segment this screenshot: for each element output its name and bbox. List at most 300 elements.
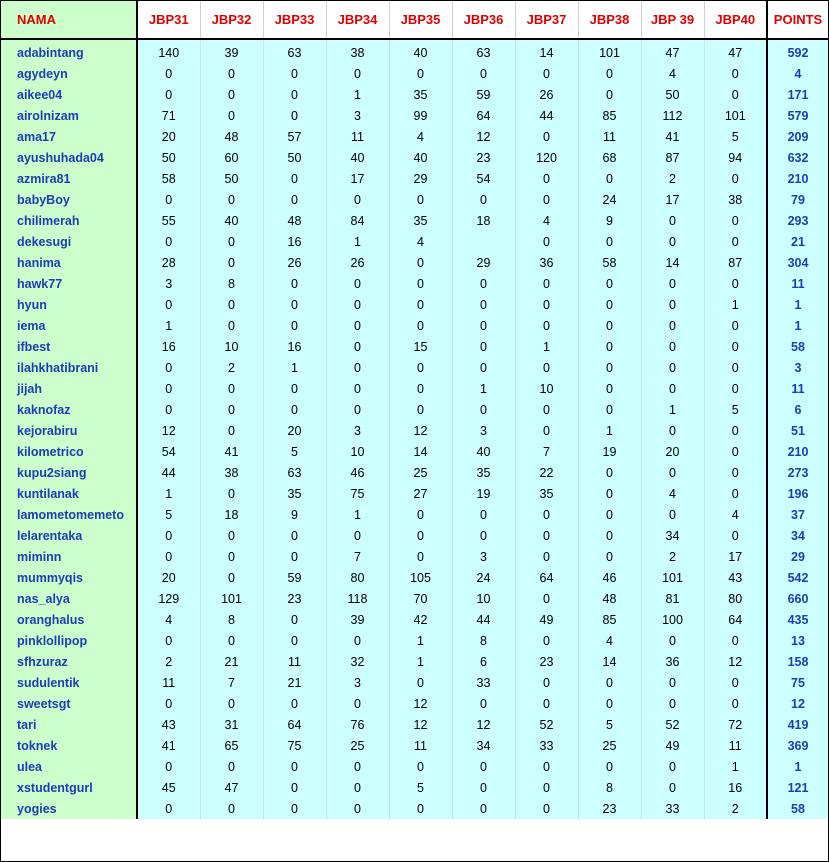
score-cell[interactable]: 36: [641, 651, 704, 672]
score-cell[interactable]: 0: [641, 273, 704, 294]
points-cell[interactable]: 121: [767, 777, 829, 798]
score-cell[interactable]: 24: [452, 567, 515, 588]
score-cell[interactable]: 23: [515, 651, 578, 672]
score-cell[interactable]: 105: [389, 567, 452, 588]
score-cell[interactable]: 0: [641, 294, 704, 315]
points-cell[interactable]: 210: [767, 168, 829, 189]
score-cell[interactable]: 0: [704, 525, 767, 546]
score-cell[interactable]: 0: [137, 378, 200, 399]
score-cell[interactable]: 17: [641, 189, 704, 210]
score-cell[interactable]: 2: [704, 798, 767, 819]
score-cell[interactable]: 0: [641, 630, 704, 651]
score-cell[interactable]: 0: [641, 378, 704, 399]
score-cell[interactable]: 0: [515, 168, 578, 189]
score-cell[interactable]: 5: [389, 777, 452, 798]
score-cell[interactable]: 101: [641, 567, 704, 588]
score-cell[interactable]: 49: [515, 609, 578, 630]
points-cell[interactable]: 632: [767, 147, 829, 168]
score-cell[interactable]: 44: [515, 105, 578, 126]
player-name-cell[interactable]: nas_alya: [0, 588, 137, 609]
points-cell[interactable]: 209: [767, 126, 829, 147]
score-cell[interactable]: [452, 231, 515, 252]
player-name-cell[interactable]: lamometomemeto: [0, 504, 137, 525]
score-cell[interactable]: 0: [326, 315, 389, 336]
score-cell[interactable]: 0: [452, 189, 515, 210]
score-cell[interactable]: 0: [641, 336, 704, 357]
score-cell[interactable]: 38: [326, 39, 389, 63]
score-cell[interactable]: 14: [389, 441, 452, 462]
score-cell[interactable]: 0: [263, 609, 326, 630]
points-cell[interactable]: 1: [767, 294, 829, 315]
score-cell[interactable]: 26: [263, 252, 326, 273]
score-cell[interactable]: 50: [263, 147, 326, 168]
score-cell[interactable]: 0: [137, 756, 200, 777]
score-cell[interactable]: 58: [137, 168, 200, 189]
score-cell[interactable]: 45: [137, 777, 200, 798]
score-cell[interactable]: 75: [263, 735, 326, 756]
column-header[interactable]: JBP38: [578, 0, 641, 39]
player-name-cell[interactable]: azmira81: [0, 168, 137, 189]
score-cell[interactable]: 100: [641, 609, 704, 630]
score-cell[interactable]: 1: [641, 399, 704, 420]
score-cell[interactable]: 0: [326, 693, 389, 714]
score-cell[interactable]: 29: [452, 252, 515, 273]
score-cell[interactable]: 0: [200, 546, 263, 567]
score-cell[interactable]: 0: [389, 63, 452, 84]
score-cell[interactable]: 0: [137, 63, 200, 84]
score-cell[interactable]: 20: [137, 567, 200, 588]
column-header[interactable]: JBP32: [200, 0, 263, 39]
score-cell[interactable]: 120: [515, 147, 578, 168]
score-cell[interactable]: 0: [704, 630, 767, 651]
score-cell[interactable]: 1: [326, 504, 389, 525]
score-cell[interactable]: 1: [389, 630, 452, 651]
player-name-cell[interactable]: pinklollipop: [0, 630, 137, 651]
score-cell[interactable]: 0: [263, 777, 326, 798]
score-cell[interactable]: 0: [515, 273, 578, 294]
points-cell[interactable]: 293: [767, 210, 829, 231]
score-cell[interactable]: 4: [389, 231, 452, 252]
score-cell[interactable]: 0: [704, 357, 767, 378]
score-cell[interactable]: 0: [704, 672, 767, 693]
score-cell[interactable]: 11: [704, 735, 767, 756]
score-cell[interactable]: 12: [389, 420, 452, 441]
score-cell[interactable]: 16: [263, 336, 326, 357]
column-header[interactable]: NAMA: [0, 0, 137, 39]
score-cell[interactable]: 31: [200, 714, 263, 735]
score-cell[interactable]: 0: [641, 777, 704, 798]
score-cell[interactable]: 0: [263, 693, 326, 714]
score-cell[interactable]: 0: [452, 399, 515, 420]
points-cell[interactable]: 579: [767, 105, 829, 126]
score-cell[interactable]: 0: [515, 693, 578, 714]
score-cell[interactable]: 65: [200, 735, 263, 756]
score-cell[interactable]: 44: [452, 609, 515, 630]
score-cell[interactable]: 0: [641, 672, 704, 693]
score-cell[interactable]: 11: [263, 651, 326, 672]
score-cell[interactable]: 41: [641, 126, 704, 147]
player-name-cell[interactable]: ayushuhada04: [0, 147, 137, 168]
score-cell[interactable]: 0: [200, 189, 263, 210]
score-cell[interactable]: 0: [389, 672, 452, 693]
score-cell[interactable]: 12: [452, 126, 515, 147]
score-cell[interactable]: 0: [641, 504, 704, 525]
score-cell[interactable]: 10: [200, 336, 263, 357]
score-cell[interactable]: 10: [326, 441, 389, 462]
score-cell[interactable]: 4: [704, 504, 767, 525]
score-cell[interactable]: 0: [578, 378, 641, 399]
score-cell[interactable]: 0: [515, 231, 578, 252]
score-cell[interactable]: 0: [326, 63, 389, 84]
score-cell[interactable]: 25: [389, 462, 452, 483]
score-cell[interactable]: 46: [326, 462, 389, 483]
score-cell[interactable]: 18: [200, 504, 263, 525]
points-cell[interactable]: 1: [767, 315, 829, 336]
player-name-cell[interactable]: kaknofaz: [0, 399, 137, 420]
score-cell[interactable]: 12: [452, 714, 515, 735]
score-cell[interactable]: 0: [452, 693, 515, 714]
score-cell[interactable]: 0: [704, 315, 767, 336]
score-cell[interactable]: 1: [389, 651, 452, 672]
score-cell[interactable]: 1: [137, 483, 200, 504]
score-cell[interactable]: 64: [515, 567, 578, 588]
score-cell[interactable]: 60: [200, 147, 263, 168]
score-cell[interactable]: 2: [641, 168, 704, 189]
score-cell[interactable]: 70: [389, 588, 452, 609]
score-cell[interactable]: 47: [641, 39, 704, 63]
score-cell[interactable]: 0: [326, 630, 389, 651]
score-cell[interactable]: 8: [452, 630, 515, 651]
score-cell[interactable]: 0: [200, 315, 263, 336]
points-cell[interactable]: 58: [767, 798, 829, 819]
score-cell[interactable]: 0: [200, 483, 263, 504]
score-cell[interactable]: 40: [326, 147, 389, 168]
score-cell[interactable]: 0: [578, 399, 641, 420]
score-cell[interactable]: 12: [389, 714, 452, 735]
score-cell[interactable]: 0: [263, 294, 326, 315]
player-name-cell[interactable]: sweetsgt: [0, 693, 137, 714]
score-cell[interactable]: 0: [200, 630, 263, 651]
score-cell[interactable]: 129: [137, 588, 200, 609]
score-cell[interactable]: 0: [515, 63, 578, 84]
score-cell[interactable]: 87: [641, 147, 704, 168]
score-cell[interactable]: 4: [515, 210, 578, 231]
score-cell[interactable]: 11: [137, 672, 200, 693]
score-cell[interactable]: 0: [200, 567, 263, 588]
score-cell[interactable]: 11: [578, 126, 641, 147]
points-cell[interactable]: 592: [767, 39, 829, 63]
score-cell[interactable]: 0: [704, 441, 767, 462]
score-cell[interactable]: 0: [515, 294, 578, 315]
score-cell[interactable]: 5: [137, 504, 200, 525]
score-cell[interactable]: 63: [263, 462, 326, 483]
score-cell[interactable]: 0: [641, 420, 704, 441]
score-cell[interactable]: 94: [704, 147, 767, 168]
score-cell[interactable]: 63: [263, 39, 326, 63]
score-cell[interactable]: 48: [263, 210, 326, 231]
score-cell[interactable]: 8: [200, 273, 263, 294]
score-cell[interactable]: 0: [137, 525, 200, 546]
player-name-cell[interactable]: iema: [0, 315, 137, 336]
score-cell[interactable]: 22: [515, 462, 578, 483]
score-cell[interactable]: 0: [515, 315, 578, 336]
score-cell[interactable]: 15: [389, 336, 452, 357]
score-cell[interactable]: 0: [578, 693, 641, 714]
score-cell[interactable]: 101: [200, 588, 263, 609]
score-cell[interactable]: 0: [200, 798, 263, 819]
score-cell[interactable]: 39: [200, 39, 263, 63]
score-cell[interactable]: 0: [137, 798, 200, 819]
score-cell[interactable]: 0: [200, 420, 263, 441]
score-cell[interactable]: 0: [263, 630, 326, 651]
score-cell[interactable]: 35: [263, 483, 326, 504]
player-name-cell[interactable]: kuntilanak: [0, 483, 137, 504]
score-cell[interactable]: 0: [515, 525, 578, 546]
score-cell[interactable]: 1: [704, 756, 767, 777]
score-cell[interactable]: 0: [641, 756, 704, 777]
score-cell[interactable]: 0: [578, 273, 641, 294]
points-cell[interactable]: 304: [767, 252, 829, 273]
score-cell[interactable]: 0: [200, 105, 263, 126]
score-cell[interactable]: 5: [704, 126, 767, 147]
score-cell[interactable]: 57: [263, 126, 326, 147]
score-cell[interactable]: 0: [389, 273, 452, 294]
score-cell[interactable]: 0: [452, 525, 515, 546]
score-cell[interactable]: 0: [452, 63, 515, 84]
score-cell[interactable]: 33: [452, 672, 515, 693]
score-cell[interactable]: 14: [641, 252, 704, 273]
column-header[interactable]: JBP31: [137, 0, 200, 39]
score-cell[interactable]: 64: [704, 609, 767, 630]
column-header[interactable]: POINTS: [767, 0, 829, 39]
score-cell[interactable]: 14: [578, 651, 641, 672]
score-cell[interactable]: 38: [704, 189, 767, 210]
player-name-cell[interactable]: dekesugi: [0, 231, 137, 252]
score-cell[interactable]: 20: [137, 126, 200, 147]
score-cell[interactable]: 46: [578, 567, 641, 588]
score-cell[interactable]: 80: [326, 567, 389, 588]
score-cell[interactable]: 11: [326, 126, 389, 147]
score-cell[interactable]: 20: [263, 420, 326, 441]
player-name-cell[interactable]: airolnizam: [0, 105, 137, 126]
score-cell[interactable]: 0: [641, 210, 704, 231]
points-cell[interactable]: 435: [767, 609, 829, 630]
player-name-cell[interactable]: lelarentaka: [0, 525, 137, 546]
score-cell[interactable]: 47: [200, 777, 263, 798]
score-cell[interactable]: 0: [641, 462, 704, 483]
score-cell[interactable]: 59: [452, 84, 515, 105]
points-cell[interactable]: 13: [767, 630, 829, 651]
score-cell[interactable]: 0: [515, 399, 578, 420]
score-cell[interactable]: 0: [704, 273, 767, 294]
score-cell[interactable]: 0: [326, 357, 389, 378]
score-cell[interactable]: 5: [578, 714, 641, 735]
score-cell[interactable]: 76: [326, 714, 389, 735]
score-cell[interactable]: 8: [578, 777, 641, 798]
score-cell[interactable]: 32: [326, 651, 389, 672]
score-cell[interactable]: 0: [263, 378, 326, 399]
points-cell[interactable]: 12: [767, 693, 829, 714]
points-cell[interactable]: 273: [767, 462, 829, 483]
score-cell[interactable]: 48: [200, 126, 263, 147]
score-cell[interactable]: 5: [704, 399, 767, 420]
column-header[interactable]: JBP 39: [641, 0, 704, 39]
player-name-cell[interactable]: adabintang: [0, 39, 137, 63]
score-cell[interactable]: 0: [578, 462, 641, 483]
score-cell[interactable]: 1: [137, 315, 200, 336]
score-cell[interactable]: 19: [452, 483, 515, 504]
score-cell[interactable]: 3: [452, 420, 515, 441]
score-cell[interactable]: 0: [452, 798, 515, 819]
score-cell[interactable]: 23: [263, 588, 326, 609]
score-cell[interactable]: 0: [515, 630, 578, 651]
score-cell[interactable]: 0: [263, 273, 326, 294]
points-cell[interactable]: 34: [767, 525, 829, 546]
score-cell[interactable]: 0: [326, 777, 389, 798]
score-cell[interactable]: 41: [200, 441, 263, 462]
score-cell[interactable]: 0: [704, 63, 767, 84]
score-cell[interactable]: 18: [452, 210, 515, 231]
score-cell[interactable]: 0: [326, 798, 389, 819]
score-cell[interactable]: 85: [578, 105, 641, 126]
score-cell[interactable]: 0: [200, 84, 263, 105]
score-cell[interactable]: 64: [452, 105, 515, 126]
points-cell[interactable]: 660: [767, 588, 829, 609]
points-cell[interactable]: 4: [767, 63, 829, 84]
score-cell[interactable]: 0: [326, 273, 389, 294]
score-cell[interactable]: 0: [578, 672, 641, 693]
score-cell[interactable]: 50: [137, 147, 200, 168]
score-cell[interactable]: 0: [641, 693, 704, 714]
score-cell[interactable]: 36: [515, 252, 578, 273]
score-cell[interactable]: 0: [578, 504, 641, 525]
score-cell[interactable]: 0: [515, 588, 578, 609]
points-cell[interactable]: 21: [767, 231, 829, 252]
score-cell[interactable]: 7: [200, 672, 263, 693]
score-cell[interactable]: 16: [704, 777, 767, 798]
score-cell[interactable]: 0: [137, 231, 200, 252]
player-name-cell[interactable]: aikee04: [0, 84, 137, 105]
score-cell[interactable]: 0: [200, 399, 263, 420]
score-cell[interactable]: 11: [389, 735, 452, 756]
score-cell[interactable]: 64: [263, 714, 326, 735]
points-cell[interactable]: 210: [767, 441, 829, 462]
score-cell[interactable]: 68: [578, 147, 641, 168]
score-cell[interactable]: 0: [704, 378, 767, 399]
score-cell[interactable]: 25: [326, 735, 389, 756]
score-cell[interactable]: 0: [263, 756, 326, 777]
score-cell[interactable]: 84: [326, 210, 389, 231]
score-cell[interactable]: 40: [200, 210, 263, 231]
score-cell[interactable]: 49: [641, 735, 704, 756]
column-header[interactable]: JBP35: [389, 0, 452, 39]
player-name-cell[interactable]: ulea: [0, 756, 137, 777]
score-cell[interactable]: 0: [578, 357, 641, 378]
score-cell[interactable]: 12: [389, 693, 452, 714]
column-header[interactable]: JBP37: [515, 0, 578, 39]
score-cell[interactable]: 5: [263, 441, 326, 462]
score-cell[interactable]: 50: [200, 168, 263, 189]
score-cell[interactable]: 0: [515, 546, 578, 567]
score-cell[interactable]: 0: [515, 357, 578, 378]
score-cell[interactable]: 81: [641, 588, 704, 609]
points-cell[interactable]: 171: [767, 84, 829, 105]
score-cell[interactable]: 1: [263, 357, 326, 378]
score-cell[interactable]: 0: [704, 336, 767, 357]
score-cell[interactable]: 52: [515, 714, 578, 735]
score-cell[interactable]: 9: [263, 504, 326, 525]
player-name-cell[interactable]: kilometrico: [0, 441, 137, 462]
score-cell[interactable]: 34: [641, 525, 704, 546]
score-cell[interactable]: 0: [326, 756, 389, 777]
score-cell[interactable]: 80: [704, 588, 767, 609]
score-cell[interactable]: 47: [704, 39, 767, 63]
score-cell[interactable]: 7: [515, 441, 578, 462]
score-cell[interactable]: 35: [452, 462, 515, 483]
player-name-cell[interactable]: babyBoy: [0, 189, 137, 210]
points-cell[interactable]: 75: [767, 672, 829, 693]
score-cell[interactable]: 0: [704, 231, 767, 252]
player-name-cell[interactable]: yogies: [0, 798, 137, 819]
points-cell[interactable]: 79: [767, 189, 829, 210]
points-cell[interactable]: 542: [767, 567, 829, 588]
score-cell[interactable]: 55: [137, 210, 200, 231]
score-cell[interactable]: 0: [578, 63, 641, 84]
score-cell[interactable]: 6: [452, 651, 515, 672]
score-cell[interactable]: 0: [326, 378, 389, 399]
player-name-cell[interactable]: jijah: [0, 378, 137, 399]
score-cell[interactable]: 0: [452, 294, 515, 315]
score-cell[interactable]: 40: [452, 441, 515, 462]
score-cell[interactable]: 0: [641, 357, 704, 378]
score-cell[interactable]: 0: [326, 189, 389, 210]
score-cell[interactable]: 0: [515, 504, 578, 525]
score-cell[interactable]: 99: [389, 105, 452, 126]
score-cell[interactable]: 0: [263, 105, 326, 126]
score-cell[interactable]: 17: [704, 546, 767, 567]
score-cell[interactable]: 0: [263, 189, 326, 210]
points-cell[interactable]: 51: [767, 420, 829, 441]
score-cell[interactable]: 0: [578, 483, 641, 504]
score-cell[interactable]: 0: [641, 315, 704, 336]
score-cell[interactable]: 0: [452, 777, 515, 798]
score-cell[interactable]: 0: [515, 672, 578, 693]
score-cell[interactable]: 33: [515, 735, 578, 756]
score-cell[interactable]: 0: [389, 399, 452, 420]
points-cell[interactable]: 158: [767, 651, 829, 672]
score-cell[interactable]: 0: [389, 252, 452, 273]
score-cell[interactable]: 43: [137, 714, 200, 735]
score-cell[interactable]: 1: [515, 336, 578, 357]
score-cell[interactable]: 0: [389, 357, 452, 378]
score-cell[interactable]: 33: [641, 798, 704, 819]
score-cell[interactable]: 48: [578, 588, 641, 609]
score-cell[interactable]: 2: [641, 546, 704, 567]
score-cell[interactable]: 38: [200, 462, 263, 483]
player-name-cell[interactable]: miminn: [0, 546, 137, 567]
player-name-cell[interactable]: ama17: [0, 126, 137, 147]
score-cell[interactable]: 4: [137, 609, 200, 630]
score-cell[interactable]: 10: [452, 588, 515, 609]
score-cell[interactable]: 0: [200, 231, 263, 252]
score-cell[interactable]: 0: [641, 231, 704, 252]
score-cell[interactable]: 0: [137, 189, 200, 210]
score-cell[interactable]: 0: [704, 420, 767, 441]
score-cell[interactable]: 0: [452, 504, 515, 525]
score-cell[interactable]: 0: [326, 294, 389, 315]
score-cell[interactable]: 29: [389, 168, 452, 189]
score-cell[interactable]: 26: [515, 84, 578, 105]
